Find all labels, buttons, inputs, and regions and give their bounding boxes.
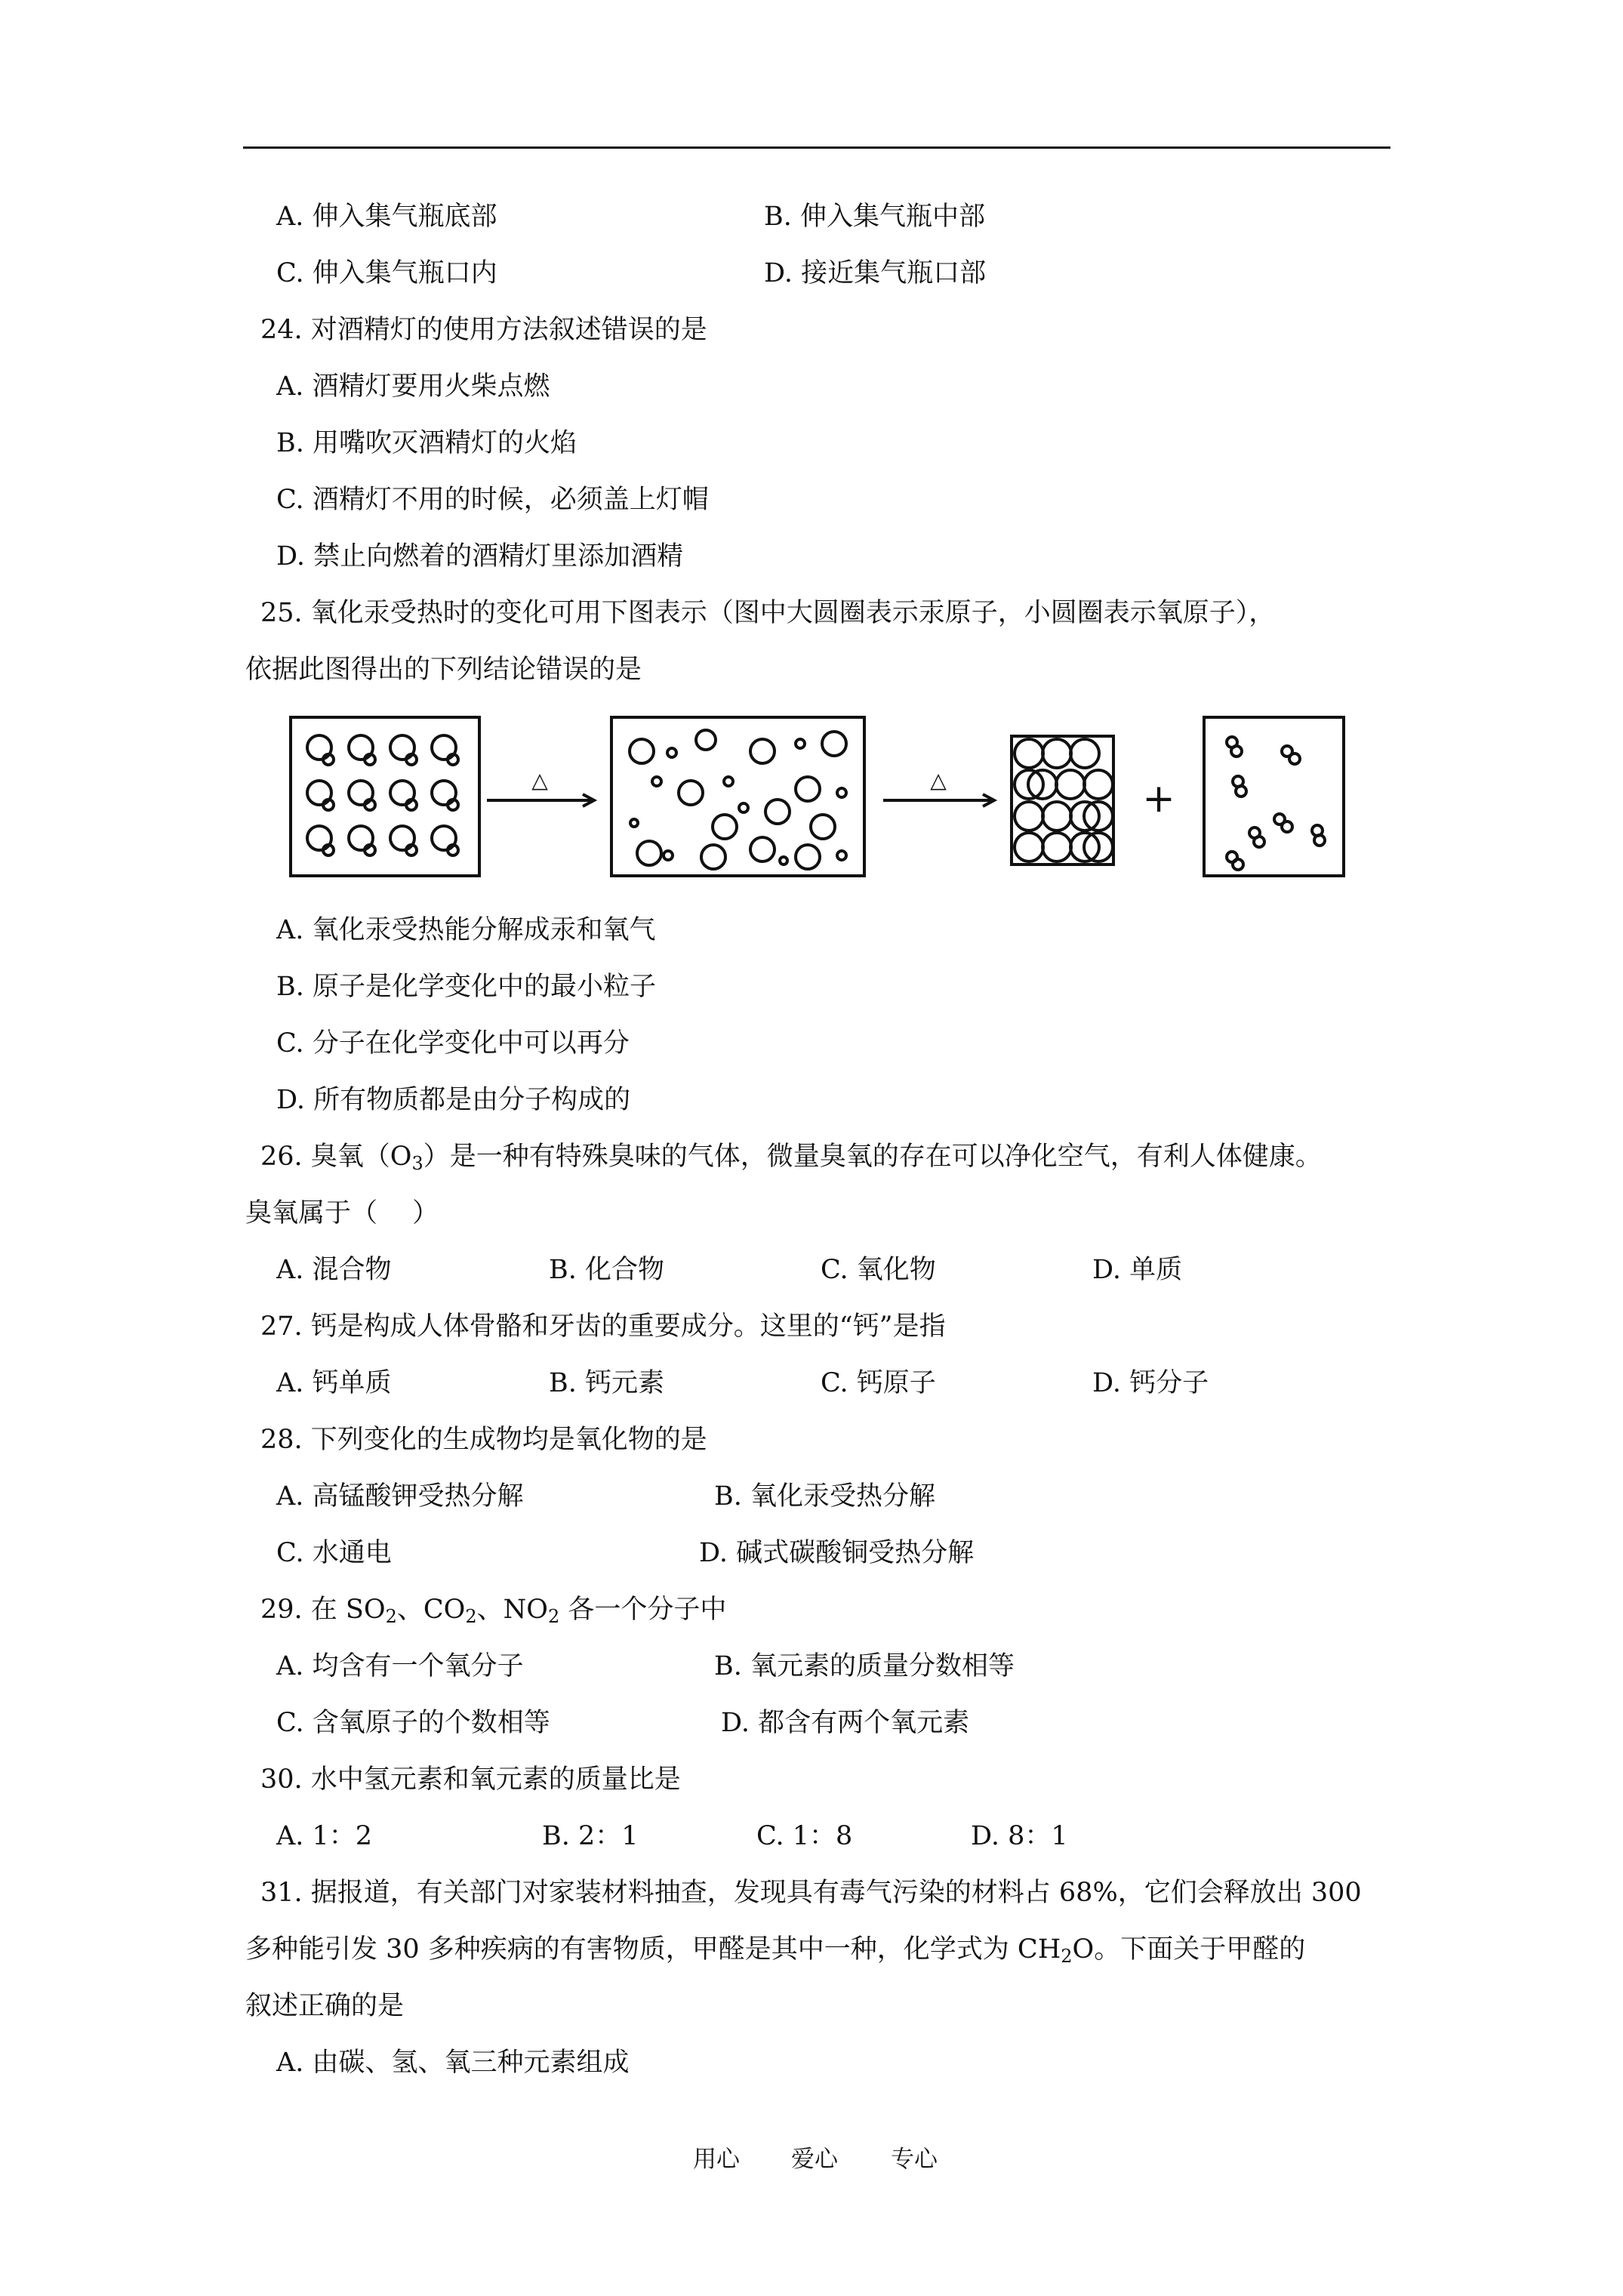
q23-option-d: D. 接近集气瓶口部: [764, 258, 987, 288]
q26-option-b: B. 化合物: [549, 1255, 664, 1285]
oxygen-molecules: [1227, 737, 1325, 870]
q24-option-c: C. 酒精灯不用的时候，必须盖上灯帽: [276, 485, 709, 515]
oxygen-molecules-box: [1204, 717, 1344, 876]
mercury-atom-lattice: [1015, 739, 1113, 861]
q31-stem-line3: 叙述正确的是: [245, 1991, 405, 2021]
q28-stem: 28. 下列变化的生成物均是氧化物的是: [260, 1425, 707, 1455]
q26-option-d: D. 单质: [1092, 1255, 1183, 1285]
q30-option-a: A. 1：2: [276, 1821, 373, 1851]
q30-option-d: D. 8：1: [971, 1821, 1068, 1851]
footer-text-2: 爱心: [791, 2146, 838, 2173]
q30-stem: 30. 水中氢元素和氧元素的质量比是: [260, 1764, 681, 1795]
heat-symbol-2: △: [930, 768, 947, 793]
q31-option-a: A. 由碳、氢、氧三种元素组成: [276, 2048, 630, 2078]
q30-option-b: B. 2：1: [542, 1821, 639, 1851]
q25-stem-line1: 25. 氧化汞受热时的变化可用下图表示（图中大圆圈表示汞原子，小圆圈表示氧原子），: [260, 598, 1276, 628]
q25-option-a: A. 氧化汞受热能分解成汞和氧气: [276, 915, 656, 945]
q29-stem: 29. 在 $SO_2$、$CO_2$、$NO_2$ 各一个分子中: [260, 1595, 727, 1627]
q25-option-c: C. 分子在化学变化中可以再分: [276, 1028, 630, 1059]
q23-option-a: A. 伸入集气瓶底部: [276, 202, 497, 232]
q26-stem-line2: 臭氧属于（ ）: [245, 1198, 439, 1228]
q31-stem-line1: 31. 据报道，有关部门对家装材料抽查，发现具有毒气污染的材料占 68%，它们会释放出 300: [260, 1878, 1362, 1908]
q27-stem: 27. 钙是构成人体骨骼和牙齿的重要成分。这里的“钙”是指: [260, 1311, 946, 1342]
header-rule: [243, 146, 1390, 149]
q27-option-b: B. 钙元素: [549, 1368, 664, 1398]
q25-option-b: B. 原子是化学变化中的最小粒子: [276, 972, 656, 1002]
q26-stem-line1: 26. 臭氧$(O_3)$是一种有特殊臭味的气体，微量臭氧的存在可以净化空气，有利人体健康。: [260, 1142, 1322, 1174]
q29-option-a: A. 均含有一个氧分子: [276, 1651, 524, 1681]
q29-option-d: D. 都含有两个氧元素: [721, 1708, 970, 1738]
q27-option-a: A. 钙单质: [276, 1368, 392, 1398]
q24-option-b: B. 用嘴吹灭酒精灯的火焰: [276, 428, 577, 458]
mercury-oxide-decomposition-figure: [279, 706, 1351, 887]
separated-atoms: [630, 730, 846, 869]
heat-symbol-1: △: [531, 768, 548, 793]
hgo-molecule-grid: [307, 735, 458, 855]
q24-option-a: A. 酒精灯要用火柴点燃: [276, 371, 550, 402]
q29-option-b: B. 氧元素的质量分数相等: [714, 1651, 1015, 1681]
footer-text-1: 用心: [693, 2146, 740, 2173]
q24-option-d: D. 禁止向燃着的酒精灯里添加酒精: [276, 541, 684, 572]
q28-option-b: B. 氧化汞受热分解: [714, 1481, 935, 1512]
q29-option-c: C. 含氧原子的个数相等: [276, 1708, 550, 1738]
footer-text-3: 专心: [891, 2146, 938, 2173]
q24-stem: 24. 对酒精灯的使用方法叙述错误的是: [260, 315, 707, 345]
q28-option-c: C. 水通电: [276, 1538, 392, 1568]
hgo-molecules-box: [291, 717, 479, 876]
q31-stem-line2: 多种能引发 30 多种疾病的有害物质，甲醛是其中一种，化学式为 $CH_2O$。下面关于甲醛的: [245, 1934, 1306, 1967]
q28-option-a: A. 高锰酸钾受热分解: [276, 1481, 524, 1512]
q25-option-d: D. 所有物质都是由分子构成的: [276, 1085, 631, 1115]
plus-sign: +: [1142, 776, 1175, 821]
q26-option-a: A. 混合物: [276, 1255, 392, 1285]
q28-option-d: D. 碱式碳酸铜受热分解: [699, 1538, 975, 1568]
q27-option-c: C. 钙原子: [821, 1368, 936, 1398]
q27-option-d: D. 钙分子: [1092, 1368, 1209, 1398]
q26-option-c: C. 氧化物: [821, 1255, 936, 1285]
q25-stem-line2: 依据此图得出的下列结论错误的是: [245, 655, 642, 685]
q23-option-c: C. 伸入集气瓶口内: [276, 258, 497, 288]
q30-option-c: C. 1：8: [756, 1821, 853, 1851]
q23-option-b: B. 伸入集气瓶中部: [764, 202, 985, 232]
